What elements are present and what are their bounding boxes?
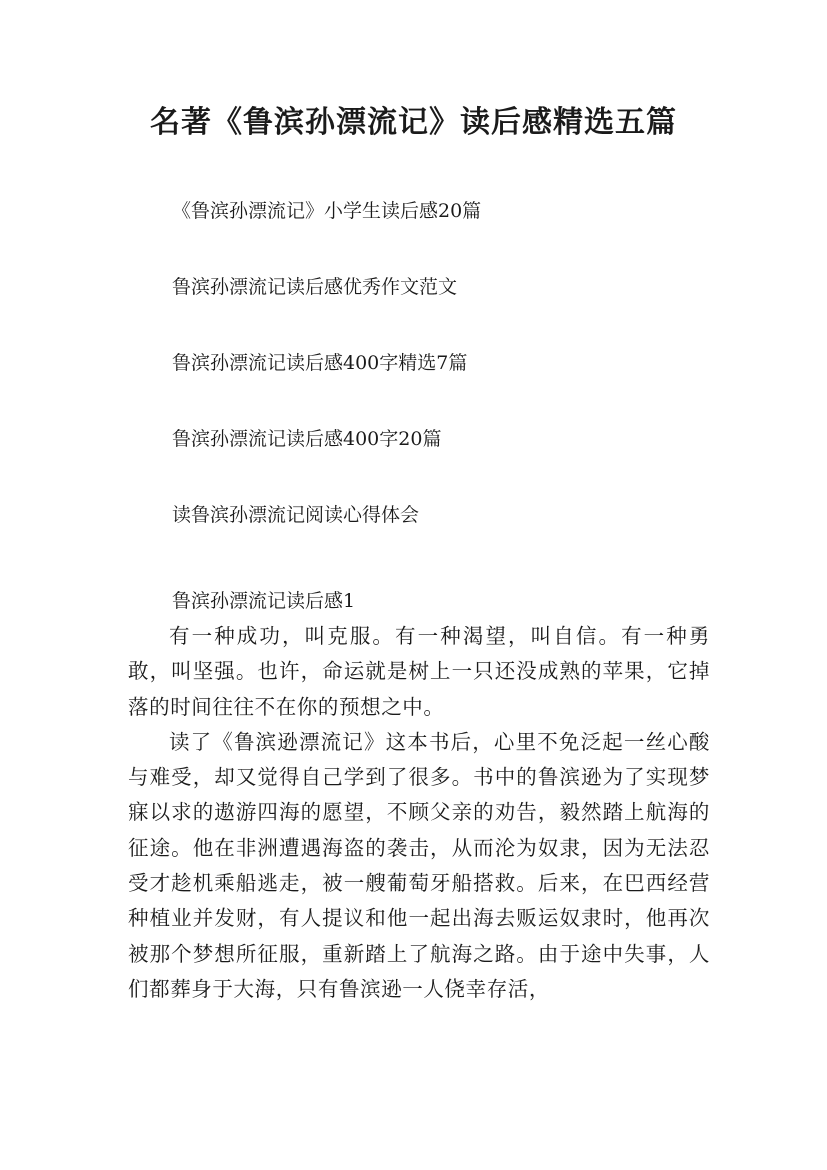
toc-item[interactable]: 鲁滨孙漂流记读后感400字精选7篇 bbox=[172, 352, 468, 374]
body-text bbox=[128, 619, 710, 1007]
toc-item[interactable]: 鲁滨孙漂流记读后感400字20篇 bbox=[172, 428, 442, 450]
table-of-contents bbox=[172, 196, 481, 576]
toc-item[interactable]: 鲁滨孙漂流记读后感优秀作文范文 bbox=[172, 276, 458, 298]
paragraph: 读了《鲁滨逊漂流记》这本书后，心里不免泛起一丝心酸与难受，却又觉得自己学到了很多。书中的鲁滨逊为了实现梦寐以求的遨游四海的愿望，不顾父亲的劝告，毅然踏上航海的征途。他在非洲遭遇海盗的袭击，从而沦为奴隶，因为无法忍受才趁机乘船逃走，被一艘葡萄牙船搭救。后来，在巴西经营种植业并发财，有人提议和他一起出海去贩运奴隶时，他再次被那个梦想所征服，重新踏上了航海之路。由于途中失事，人们都葬身于大海，只有鲁滨逊一人侥幸存活， bbox=[128, 729, 710, 1001]
document-title: 名著《鲁滨孙漂流记》读后感精选五篇 bbox=[150, 105, 677, 140]
toc-item[interactable]: 《鲁滨孙漂流记》小学生读后感20篇 bbox=[172, 200, 482, 222]
section-heading: 鲁滨孙漂流记读后感1 bbox=[172, 590, 356, 612]
toc-item[interactable]: 读鲁滨孙漂流记阅读心得体会 bbox=[172, 504, 420, 526]
paragraph: 有一种成功，叫克服。有一种渴望，叫自信。有一种勇敢，叫坚强。也许，命运就是树上一只还没成熟的苹果，它掉落的时间往往不在你的预想之中。 bbox=[128, 624, 710, 719]
